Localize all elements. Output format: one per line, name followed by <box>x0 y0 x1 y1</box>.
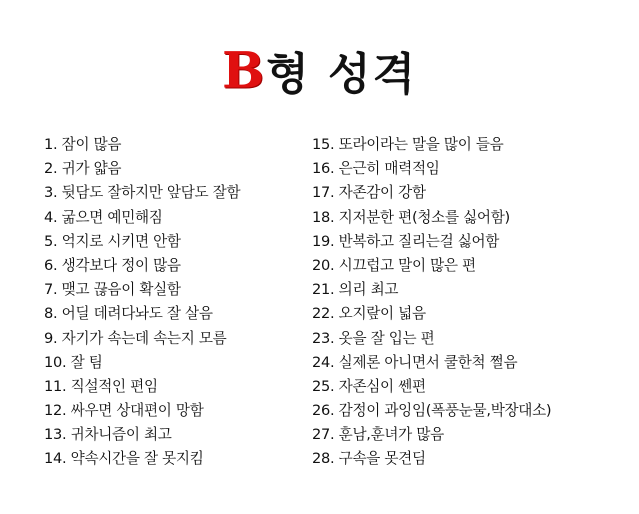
list-item: 9. 자기가 속는데 속는지 모름 <box>44 329 227 347</box>
list-item: 24. 실제론 아니면서 쿨한척 쩔음 <box>312 353 518 371</box>
list-item: 20. 시끄럽고 말이 많은 편 <box>312 256 476 274</box>
list-item: 11. 직설적인 편임 <box>44 377 158 395</box>
list-item: 2. 귀가 얇음 <box>44 160 122 178</box>
list-item: 13. 귀차니즘이 최고 <box>44 426 172 444</box>
list-item: 6. 생각보다 정이 많음 <box>44 256 181 274</box>
list-item: 16. 은근히 매력적임 <box>312 160 440 178</box>
list-item: 27. 훈남,훈녀가 많음 <box>312 426 444 444</box>
list-item: 14. 약속시간을 잘 못지킴 <box>44 450 204 468</box>
list-item: 8. 어딜 데려다놔도 잘 살음 <box>44 305 213 323</box>
list-item: 19. 반복하고 질리는걸 싫어함 <box>312 232 500 250</box>
list-item: 4. 굶으면 예민해짐 <box>44 208 163 226</box>
list-item: 21. 의리 최고 <box>312 281 399 299</box>
list-item: 15. 또라이라는 말을 많이 들음 <box>312 136 504 153</box>
list-item: 26. 감정이 과잉임(폭풍눈물,박장대소) <box>312 402 552 420</box>
title-text: 형 성격 <box>266 49 418 100</box>
list-item: 25. 자존심이 쎈편 <box>312 377 426 395</box>
list-item: 18. 지저분한 편(청소를 싫어함) <box>312 208 510 226</box>
list-item: 28. 구속을 못견딤 <box>312 450 426 468</box>
list-item: 22. 오지랖이 넓음 <box>312 305 426 323</box>
list-item: 23. 옷을 잘 입는 편 <box>312 329 435 347</box>
trait-list-left <box>44 133 240 472</box>
list-item: 17. 자존감이 강함 <box>312 184 426 202</box>
list-item: 3. 뒷담도 잘하지만 앞담도 잘함 <box>44 184 241 202</box>
list-item: 10. 잘 팀 <box>44 353 103 371</box>
list-item: 5. 억지로 시키면 안함 <box>44 232 181 250</box>
page-title <box>0 38 639 102</box>
list-item: 12. 싸우면 상대편이 망함 <box>44 402 204 420</box>
list-item: 1. 잠이 많음 <box>44 136 122 153</box>
title-blood-type-letter: B <box>221 40 265 100</box>
list-item: 7. 맺고 끊음이 확실함 <box>44 281 181 299</box>
trait-list-right <box>312 133 551 472</box>
